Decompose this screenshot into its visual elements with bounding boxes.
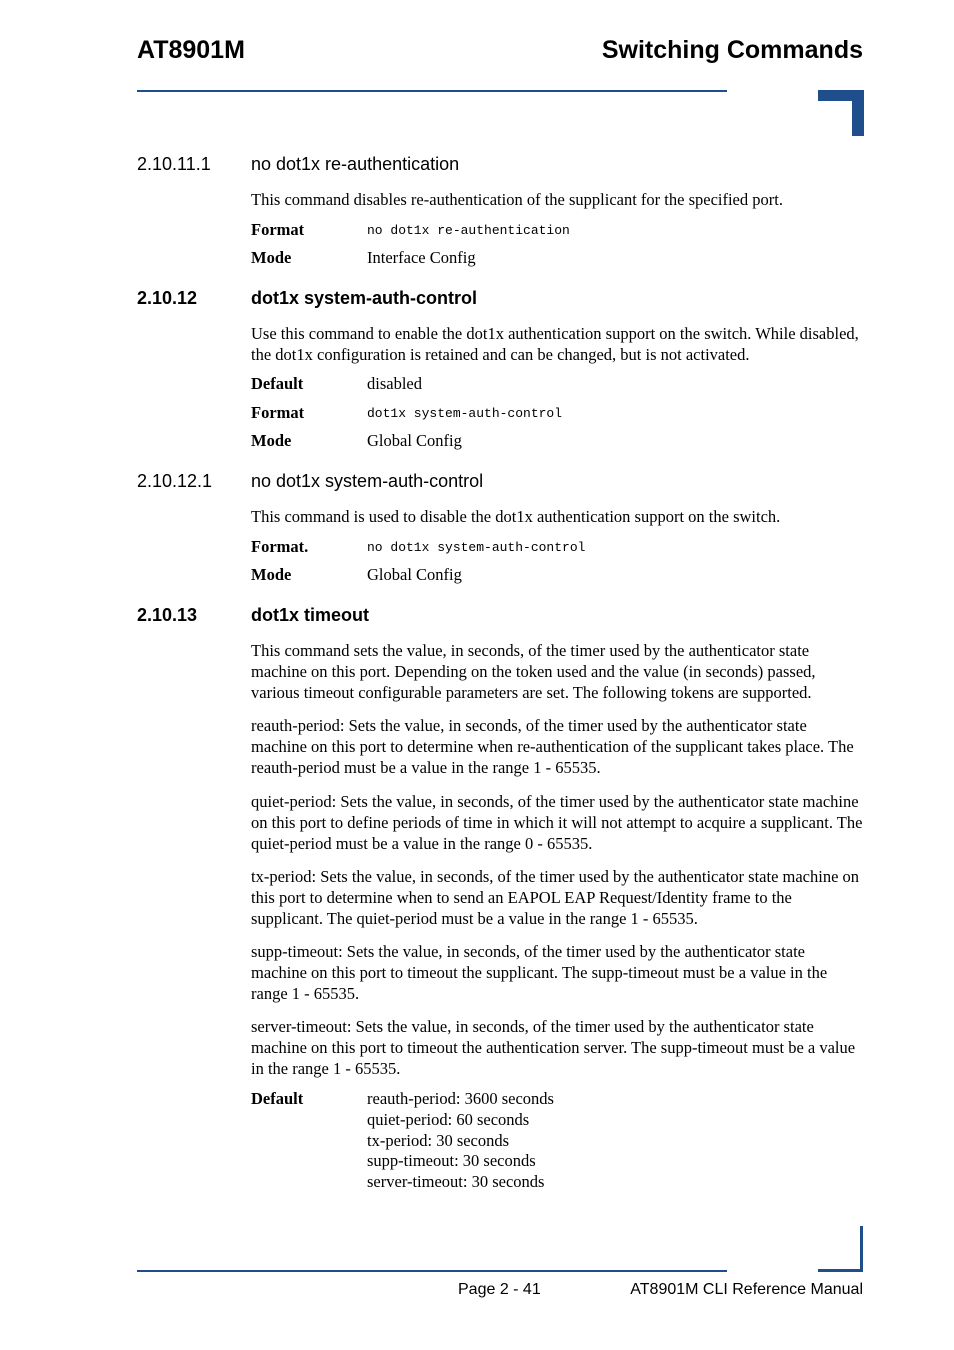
mode-label: Mode: [251, 431, 292, 450]
section-description: This command is used to disable the dot1x authentication support on the switch.: [251, 507, 781, 526]
default-value: tx-period: 30 seconds: [367, 1130, 510, 1150]
section-paragraph: quiet-period: Sets the value, in seconds, of the timer used by the authenticator state machine on this port to define periods of time in which it will not attempt to acquire a supplicant. The quiet-period must be a value in the range 0 - 65535.: [251, 792, 863, 853]
chapter-title: Switching Commands: [601, 36, 863, 64]
format-label: Format.: [251, 537, 309, 556]
default-values-list: [367, 1089, 554, 1193]
format-command: dot1x system-auth-control: [367, 406, 563, 421]
mode-label: Mode: [251, 248, 292, 267]
section-title: dot1x system-auth-control: [251, 288, 478, 308]
document-product-title: AT8901M: [137, 36, 245, 64]
default-value: quiet-period: 60 seconds: [367, 1109, 530, 1129]
footer-corner-mark-vertical: [860, 1226, 863, 1272]
section-title: no dot1x system-auth-control: [251, 471, 484, 491]
section-number: 2.10.11.1: [137, 154, 211, 174]
default-value: server-timeout: 30 seconds: [367, 1172, 545, 1192]
section-description: Use this command to enable the dot1x authentication support on the switch. While disabled, the dot1x configuration is retained and can be changed, but is not activated.: [251, 324, 859, 364]
header-corner-mark-vertical: [852, 90, 864, 136]
section-paragraph: supp-timeout: Sets the value, in seconds, of the timer used by the authenticator state machine on this port to timeout the supplicant. The supp-timeout must be a value in the range 1 - 65535.: [251, 942, 828, 1003]
section-paragraph: server-timeout: Sets the value, in seconds, of the timer used by the authenticator state machine on this port to timeout the authentication server. The supp-timeout must be a value in the range 1 - 65535.: [251, 1017, 856, 1078]
section-title: no dot1x re-authentication: [251, 154, 460, 174]
default-value: disabled: [367, 374, 422, 393]
default-value: supp-timeout: 30 seconds: [367, 1151, 536, 1171]
section-number: 2.10.13: [137, 605, 198, 625]
default-value: reauth-period: 3600 seconds: [367, 1089, 554, 1108]
section-description: This command disables re-authentication of the supplicant for the specified port.: [251, 190, 783, 209]
mode-value: Interface Config: [367, 248, 476, 267]
footer-rule: [137, 1270, 727, 1272]
format-label: Format: [251, 403, 305, 422]
page-number: Page 2 - 41: [458, 1281, 541, 1298]
section-number: 2.10.12: [137, 288, 198, 308]
manual-title: AT8901M CLI Reference Manual: [630, 1281, 863, 1298]
format-command: no dot1x system-auth-control: [367, 540, 586, 555]
section-number: 2.10.12.1: [137, 471, 213, 491]
mode-value: Global Config: [367, 565, 462, 584]
section-paragraph: tx-period: Sets the value, in seconds, of the timer used by the authenticator state machine on this port to determine when to send an EAPOL EAP Request/Identity frame to the supplicant. The quiet-period must be a value in the range 1 - 65535.: [251, 867, 860, 928]
format-label: Format: [251, 220, 305, 239]
header-rule: [137, 90, 727, 92]
section-title: dot1x timeout: [251, 605, 370, 625]
section-paragraph: This command sets the value, in seconds, of the timer used by the authenticator state machine on this port. Depending on the token used and the value (in seconds) passed, various timeout configurable parameters are set. The following tokens are supported.: [251, 641, 816, 702]
default-label: Default: [251, 1089, 304, 1108]
mode-value: Global Config: [367, 431, 462, 450]
footer-corner-mark: [818, 1269, 863, 1272]
default-label: Default: [251, 374, 304, 393]
section-paragraph: reauth-period: Sets the value, in seconds, of the timer used by the authenticator state machine on this port to determine when re-authentication of the supplicant takes place. The reauth-period must be a value in the range 1 - 65535.: [251, 716, 854, 777]
format-command: no dot1x re-authentication: [367, 223, 570, 238]
mode-label: Mode: [251, 565, 292, 584]
